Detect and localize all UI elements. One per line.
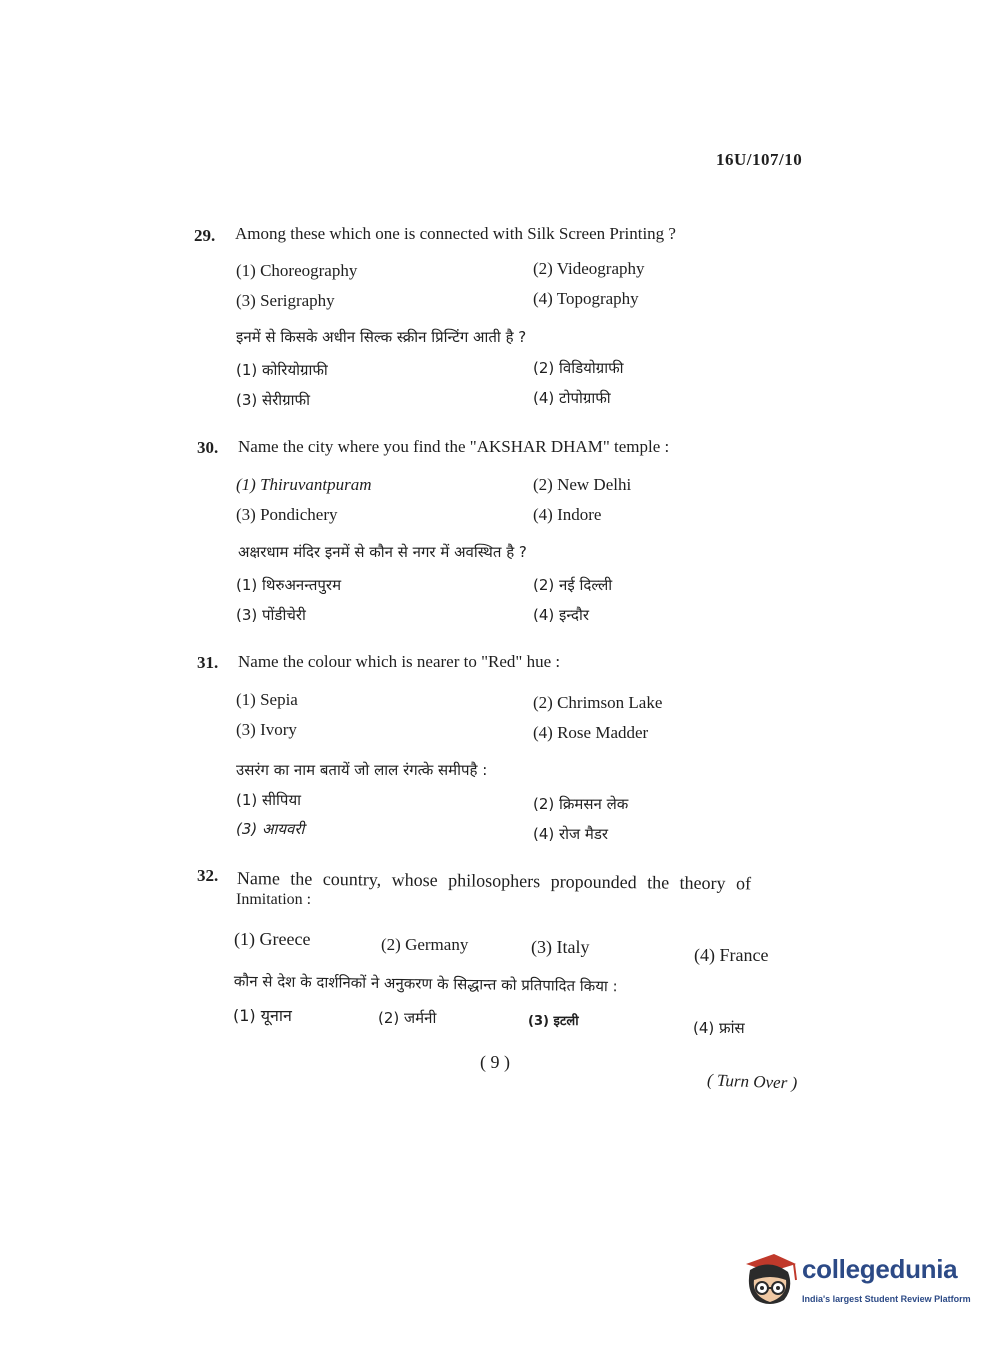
- question-number: 31.: [197, 653, 219, 672]
- option-hi: (1) यूनान: [233, 1006, 292, 1025]
- paper-code: 16U/107/10: [716, 150, 803, 169]
- option-en: (2) Germany: [381, 935, 469, 954]
- option-hi: (4) इन्दौर: [533, 606, 590, 624]
- option-hi: (2) क्रिमसन लेक: [533, 795, 629, 813]
- option-hi: (2) नई दिल्ली: [533, 576, 613, 594]
- option-hi: (4) टोपोग्राफी: [533, 389, 611, 407]
- option-hi: (4) फ्रांस: [693, 1019, 745, 1037]
- brand-name: collegedunia: [802, 1254, 958, 1284]
- question-text-hi: कौन से देश के दार्शनिकों ने अनुकरण के सिद्धान्त को प्रतिपादित किया :: [233, 971, 618, 996]
- option-en: (3) Serigraphy: [236, 291, 335, 310]
- option-en: (2) Chrimson Lake: [533, 693, 663, 712]
- brand-tagline: India's largest Student Review Platform: [802, 1294, 971, 1304]
- question-number: 32.: [197, 866, 219, 885]
- question-text-en: Among these which one is connected with Silk Screen Printing ?: [235, 224, 676, 243]
- option-hi: (3) पोंडीचेरी: [236, 606, 306, 624]
- option-hi: (1) सीपिया: [236, 791, 302, 809]
- option-en: (4) Topography: [533, 289, 639, 308]
- option-hi: (2) जर्मनी: [378, 1009, 437, 1027]
- option-en: (3) Italy: [531, 937, 590, 957]
- option-en: (2) New Delhi: [533, 475, 632, 494]
- question-number: 30.: [197, 438, 219, 457]
- question-text-en-line2: Inmitation :: [236, 891, 312, 908]
- question-text-hi: इनमें से किसके अधीन सिल्क स्क्रीन प्रिन्टिंग आती है ?: [236, 328, 527, 346]
- option-en: (1) Sepia: [236, 690, 298, 709]
- option-en: (1) Choreography: [236, 261, 358, 280]
- mascot-icon: [740, 1250, 800, 1310]
- option-hi: (3) इटली: [528, 1014, 579, 1029]
- page-number: ( 9 ): [480, 1052, 510, 1072]
- option-hi: (1) कोरियोग्राफी: [236, 361, 328, 379]
- question-text-hi: अक्षरधाम मंदिर इनमें से कौन से नगर में अवस्थित है ?: [238, 543, 527, 561]
- question-number: 29.: [194, 226, 216, 245]
- option-hi: (1) थिरुअनन्तपुरम: [236, 576, 342, 594]
- option-en: (1) Thiruvantpuram: [236, 475, 372, 494]
- option-en: (4) Rose Madder: [533, 723, 649, 742]
- option-en: (4) Indore: [533, 505, 602, 524]
- question-text-hi: उसरंग का नाम बतायें जो लाल रंगत्के समीपहै :: [236, 761, 488, 779]
- question-text-en: Name the city where you find the "AKSHAR DHAM" temple :: [238, 437, 670, 456]
- question-text-en: Name the colour which is nearer to "Red" hue :: [238, 652, 561, 671]
- collegedunia-logo: [740, 1250, 970, 1320]
- option-en: (3) Pondichery: [236, 505, 338, 524]
- option-en: (4) France: [694, 945, 769, 965]
- question-text-en-line1: Name the country, whose philosophers propounded the theory of: [236, 868, 752, 894]
- option-hi: (2) विडियोग्राफी: [533, 359, 624, 377]
- option-en: (1) Greece: [234, 929, 311, 949]
- option-hi: (3) सेरीग्राफी: [236, 391, 310, 409]
- option-en: (3) Ivory: [236, 720, 297, 739]
- option-hi: (3) आयवरी: [236, 820, 305, 838]
- option-hi: (4) रोज मैडर: [533, 825, 609, 843]
- turn-over-note: ( Turn Over ): [706, 1070, 798, 1093]
- option-en: (2) Videography: [533, 259, 645, 278]
